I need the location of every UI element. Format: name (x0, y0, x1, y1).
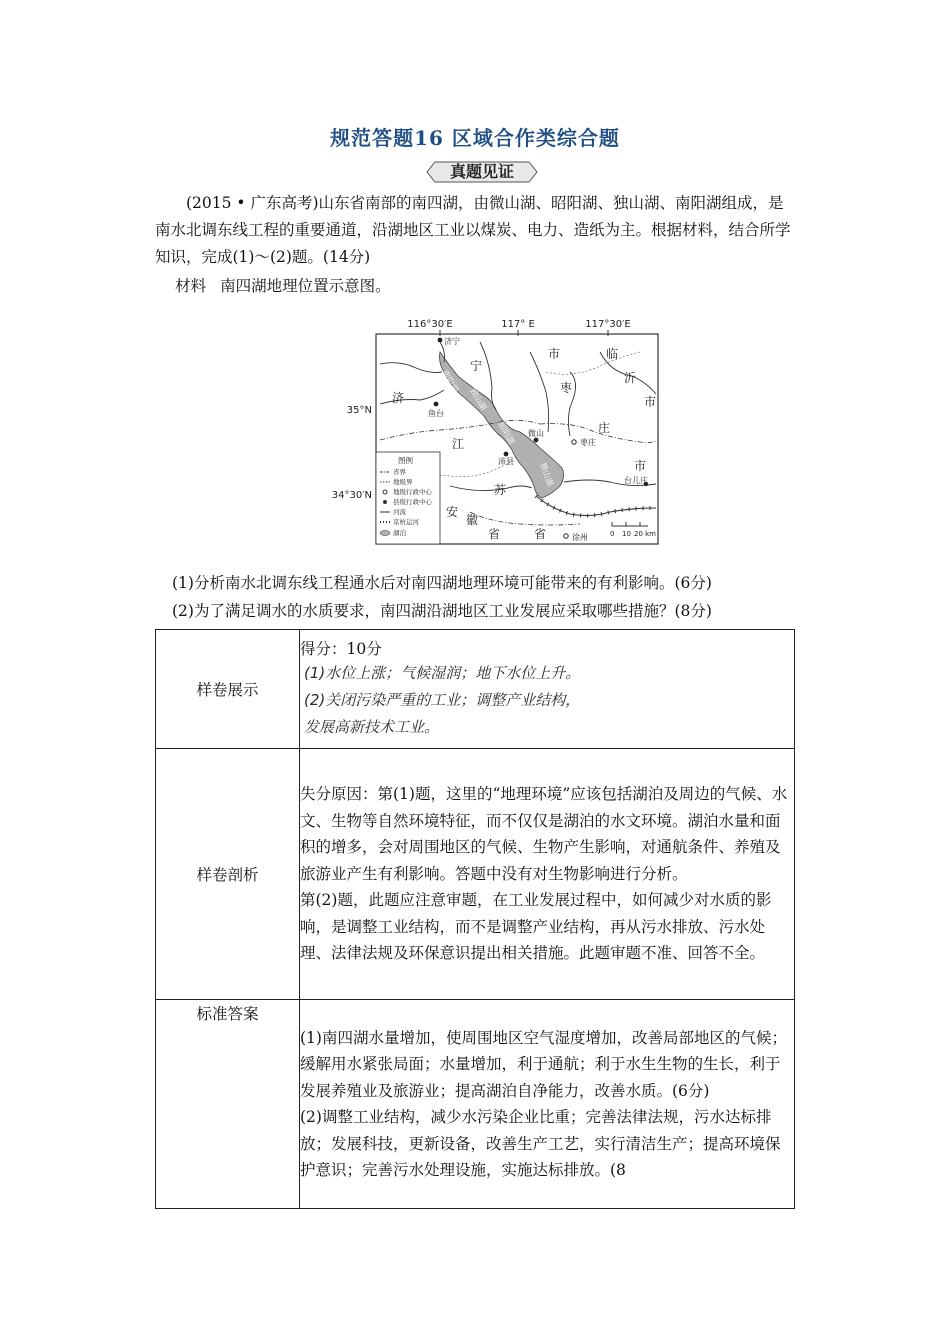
region-label: 沂 (624, 371, 637, 385)
page-title: 规范答题16 区域合作类综合题 (330, 126, 620, 150)
region-label: 市 (644, 395, 657, 409)
handwritten-line: 发展高新技术工业。 (304, 717, 440, 736)
lat-label: 35°N (346, 405, 372, 416)
handwritten-line: (2)关闭污染严重的工业；调整产业结构， (304, 690, 581, 709)
lake-label: 微山湖 (538, 461, 555, 488)
region-label: 庄 (598, 421, 611, 435)
question-2: (2)为了满足调水的水质要求，南四湖沿湖地区工业发展应采取哪些措施？(8分) (172, 602, 712, 620)
region-label: 江 (452, 437, 465, 451)
lon-label: 117° E (501, 319, 535, 330)
legend-item: 京杭运河 (393, 518, 419, 526)
legend-item: 湖泊 (393, 529, 406, 537)
analysis-cell (300, 749, 795, 1000)
place-label: 鱼台 (428, 409, 444, 418)
row-label-standard: 标准答案 (156, 1000, 300, 1209)
row-label-sample: 样卷展示 (156, 630, 300, 749)
legend-item: 地级行政中心 (393, 488, 432, 496)
intro-paragraph: (2015 • 广东高考)山东省南部的南四湖，由微山湖、昭阳湖、独山湖、南阳湖组成，是南水北调东线工程的重要通道，沿湖地区工业以煤炭、电力、造纸为主。根据材料，结合所学知识，完成(1)～(2)题。(14分) (155, 194, 791, 266)
row-label-analysis: 样卷剖析 (156, 749, 300, 1000)
region-label: 省 (534, 527, 547, 541)
region-label: 临 (606, 347, 619, 361)
place-label: 济宁 (444, 337, 460, 346)
place-label: 台儿庄 (624, 476, 648, 485)
place-label: 徐州 (572, 533, 588, 542)
region-label: 徽 (466, 513, 479, 527)
legend-item: 河流 (393, 508, 406, 516)
sample-score: 得分：10分 (300, 639, 382, 658)
place-label: 枣庄 (580, 438, 596, 447)
legend-item: 县级行政中心 (393, 498, 432, 506)
region-label: 省 (488, 527, 501, 541)
place-label: 微山 (528, 429, 544, 438)
material-label: 材料 (175, 277, 207, 295)
table-row (156, 1000, 795, 1209)
legend-title: 图例 (398, 456, 413, 465)
legend-item: 省界 (393, 468, 406, 476)
scale-label: 0 (610, 530, 615, 538)
lake-label: 昭阳湖 (496, 420, 517, 446)
analysis-text-2: 第(2)题，此题应注意审题，在工业发展过程中，如何减少对水质的影响，是调整工业结构，而不是调整产业结构，再从污水排放、污水处理、法律法规及环保意识提出相关措施。此题审题不准、回答不全。 (300, 891, 772, 963)
section-badge: 真题见证 (449, 162, 514, 181)
lake-label: 独山湖 (468, 386, 489, 412)
legend-item: 地级界 (393, 478, 413, 486)
standard-answer-cell (300, 1000, 795, 1209)
lake-label: 南阳湖 (440, 368, 461, 394)
handwritten-line: (1)水位上涨；气候湿润；地下水位上升。 (304, 663, 581, 682)
material-text: 南四湖地理位置示意图。 (220, 277, 391, 295)
scale-label: 10 (622, 530, 631, 538)
table-row (156, 749, 795, 1000)
region-label: 宁 (470, 359, 483, 373)
standard-answer-1: (1)南四湖水量增加，使周围地区空气湿度增加，改善局部地区的气候；缓解用水紧张局面；水量增加，利于通航；利于水生生物的生长，利于发展养殖业及旅游业；提高湖泊自净能力，改善水质。(6分) (300, 1028, 787, 1100)
lake-location-map (331, 312, 660, 547)
table-row (156, 630, 795, 749)
region-label: 市 (634, 459, 647, 473)
standard-answer-2: (2)调整工业结构，减少水污染企业比重；完善法律法规，污水达标排放；发展科技，更新设备，改善生产工艺，实行清洁生产；提高环境保护意识；完善污水处理设施，实施达标排放。(8 (300, 1108, 781, 1179)
region-label: 市 (548, 347, 561, 361)
lon-label: 117°30′E (585, 319, 631, 330)
region-label: 苏 (494, 483, 507, 497)
analysis-text-1: 失分原因：第(1)题，这里的“地理环境”应该包括湖泊及周边的气候、水文、生物等自然环境特征，而不仅仅是湖泊的水文环境。湖泊水量和面积的增多，会对周围地区的气候、生物产生影响，对通航条件、养殖及旅游业产生有利影响。答题中没有对生物影响进行分析。 (300, 785, 788, 883)
scale-label: 20 km (634, 530, 657, 538)
region-label: 安 (446, 505, 459, 519)
place-label: 沛县 (498, 457, 514, 466)
question-1: (1)分析南水北调东线工程通水后对南四湖地理环境可能带来的有利影响。(6分) (172, 574, 712, 592)
region-label: 济 (392, 391, 405, 405)
lat-label: 34°30′N (331, 490, 372, 501)
sample-answer-cell (300, 630, 795, 749)
material-line (155, 273, 795, 300)
answer-table (155, 629, 795, 1209)
lon-label: 116°30′E (407, 319, 453, 330)
region-label: 枣 (560, 381, 573, 395)
